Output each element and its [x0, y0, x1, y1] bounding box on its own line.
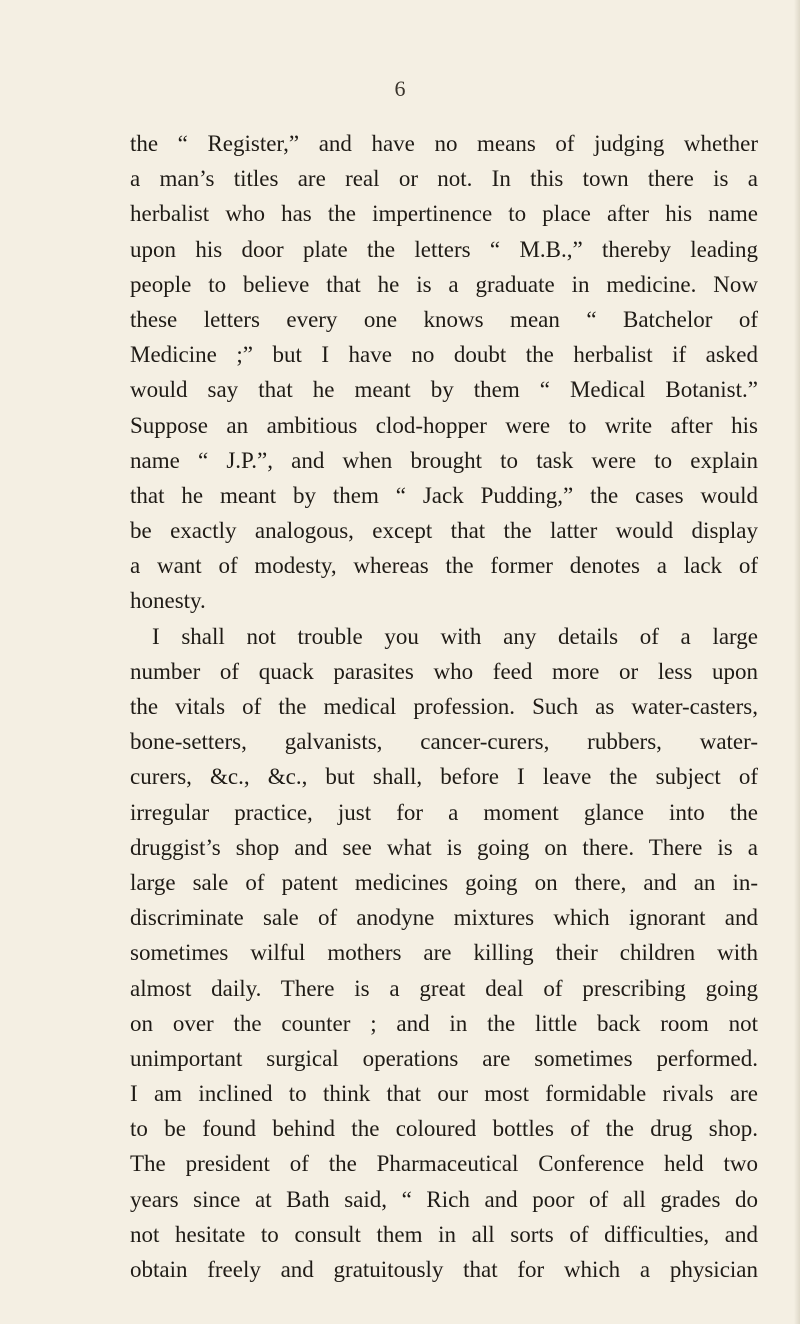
text-line: honesty.: [130, 588, 206, 614]
page-edge-shadow: [794, 0, 800, 1324]
text-line: Medicine ;” but I have no doubt the herbalist if asked: [130, 342, 758, 368]
paragraph: [130, 126, 758, 619]
text-line: Suppose an ambitious clod-hopper were to write after his: [130, 412, 758, 438]
text-line: not hesitate to consult them in all sorts of difficulties, and: [130, 1221, 758, 1247]
text-line: upon his door plate the letters “ M.B.,” thereby leading: [130, 236, 758, 262]
text-line: these letters every one knows mean “ Batchelor of: [130, 306, 758, 332]
text-line: to be found behind the coloured bottles of the drug shop.: [130, 1116, 758, 1142]
text-line: would say that he meant by them “ Medical Botanist.”: [130, 377, 758, 403]
text-line: I shall not trouble you with any details of a large: [152, 623, 758, 649]
text-line: large sale of patent medicines going on there, and an in-: [130, 869, 758, 895]
text-line: discriminate sale of anodyne mixtures which ignorant and: [130, 905, 758, 931]
text-line: bone-setters, galvanists, cancer-curers, rubbers, water-: [130, 729, 758, 755]
text-line: be exactly analogous, except that the latter would display: [130, 518, 758, 544]
text-line: sometimes wilful mothers are killing their children with: [130, 940, 758, 966]
text-line: name “ J.P.”, and when brought to task were to explain: [130, 447, 758, 473]
text-line: on over the counter ; and in the little back room not: [130, 1010, 758, 1036]
text-line: I am inclined to think that our most formidable rivals are: [130, 1081, 758, 1107]
page-number: 6: [394, 76, 406, 101]
text-line: The president of the Pharmaceutical Conference held two: [130, 1151, 758, 1177]
text-line: unimportant surgical operations are sometimes performed.: [130, 1045, 758, 1071]
text-line: almost daily. There is a great deal of prescribing going: [130, 975, 758, 1001]
text-line: people to believe that he is a graduate in medicine. Now: [130, 271, 758, 297]
page-body: [130, 126, 758, 1287]
text-line: irregular practice, just for a moment glance into the: [130, 799, 758, 825]
text-line: years since at Bath said, “ Rich and poor of all grades do: [130, 1186, 758, 1212]
paragraph: [130, 619, 758, 1288]
text-line: the “ Register,” and have no means of judging whether: [130, 131, 758, 156]
text-line: number of quack parasites who feed more or less upon: [130, 658, 758, 684]
text-line: herbalist who has the impertinence to place after his name: [130, 201, 758, 227]
text-line: curers, &c., &c., but shall, before I leave the subject of: [130, 764, 758, 790]
text-line: druggist’s shop and see what is going on there. There is a: [130, 834, 758, 860]
text-line: the vitals of the medical profession. Such as water-casters,: [130, 694, 758, 719]
text-line: obtain freely and gratuitously that for which a physician: [130, 1257, 758, 1282]
text-line: a man’s titles are real or not. In this town there is a: [130, 166, 758, 192]
text-line: a want of modesty, whereas the former denotes a lack of: [130, 553, 758, 579]
text-line: that he meant by them “ Jack Pudding,” the cases would: [130, 482, 758, 508]
